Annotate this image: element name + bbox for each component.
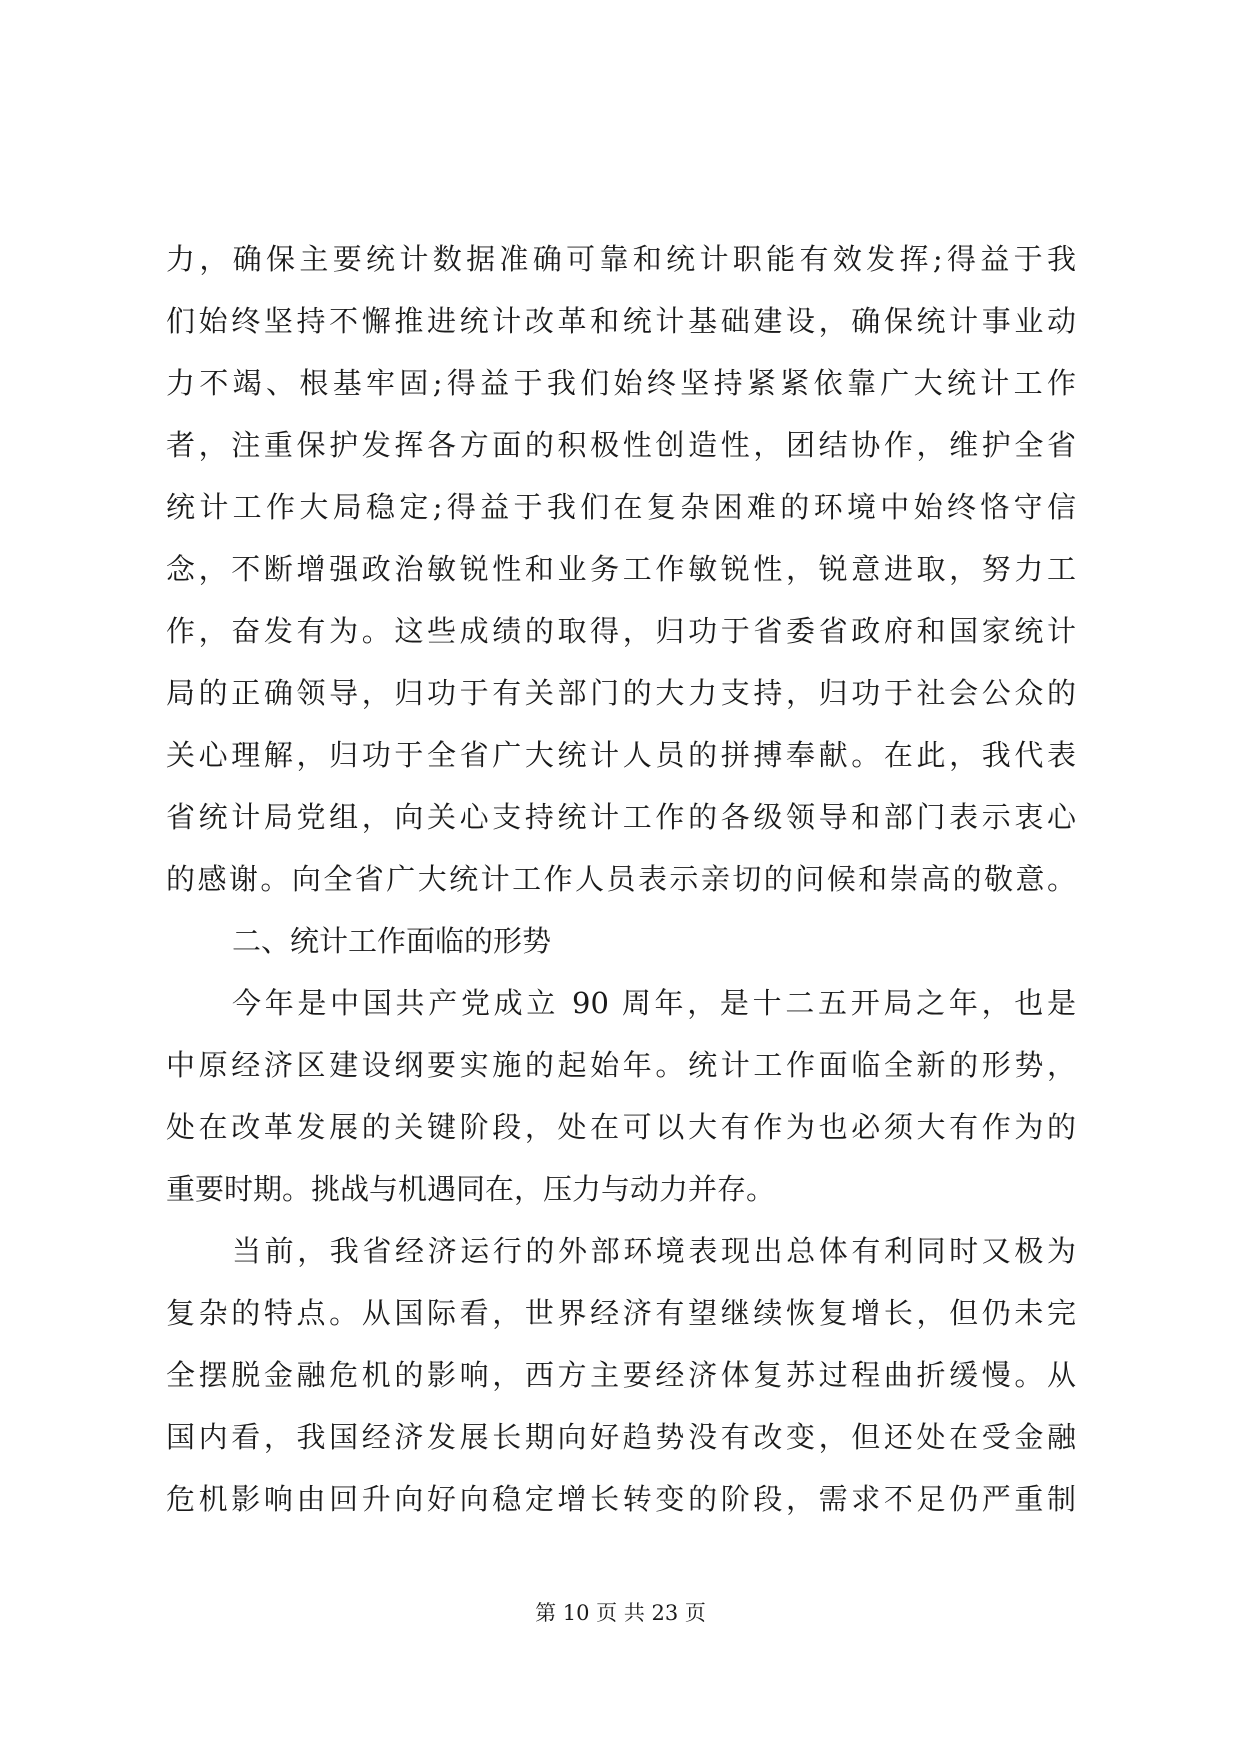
text-line: 们始终坚持不懈推进统计改革和统计基础建设，确保统计事业动 [166,304,1076,338]
text-line: 重要时期。挑战与机遇同在，压力与动力并存。 [166,1172,776,1206]
body-text [166,228,1076,1530]
text-line: 中原经济区建设纲要实施的起始年。统计工作面临全新的形势， [166,1048,1076,1082]
text-line: 省统计局党组，向关心支持统计工作的各级领导和部门表示衷心 [166,800,1076,834]
section-heading: 二、统计工作面临的形势 [232,924,552,958]
text-line: 作，奋发有为。这些成绩的取得，归功于省委省政府和国家统计 [166,614,1076,648]
text-line: 统计工作大局稳定;得益于我们在复杂困难的环境中始终恪守信 [166,490,1076,524]
text-line: 力，确保主要统计数据准确可靠和统计职能有效发挥;得益于我 [166,242,1076,276]
text-line: 当前，我省经济运行的外部环境表现出总体有利同时又极为 [232,1234,1076,1268]
text-line: 国内看，我国经济发展长期向好趋势没有改变，但还处在受金融 [166,1420,1076,1454]
text-line: 局的正确领导，归功于有关部门的大力支持，归功于社会公众的 [166,676,1076,710]
page-number: 第 10 页 共 23 页 [535,1601,706,1625]
text-line: 危机影响由回升向好向稳定增长转变的阶段，需求不足仍严重制 [166,1482,1076,1516]
text-line: 关心理解，归功于全省广大统计人员的拼搏奉献。在此，我代表 [166,738,1076,772]
text-line: 处在改革发展的关键阶段，处在可以大有作为也必须大有作为的 [166,1110,1076,1144]
text-line: 的感谢。向全省广大统计工作人员表示亲切的问候和崇高的敬意。 [166,862,1076,896]
text-line: 念，不断增强政治敏锐性和业务工作敏锐性，锐意进取，努力工 [166,552,1076,586]
text-line: 全摆脱金融危机的影响，西方主要经济体复苏过程曲折缓慢。从 [166,1358,1076,1392]
text-line: 今年是中国共产党成立 90 周年，是十二五开局之年，也是 [232,986,1076,1020]
text-line: 者，注重保护发挥各方面的积极性创造性，团结协作，维护全省 [166,428,1076,462]
text-line: 力不竭、根基牢固;得益于我们始终坚持紧紧依靠广大统计工作 [166,366,1076,400]
text-line: 复杂的特点。从国际看，世界经济有望继续恢复增长，但仍未完 [166,1296,1076,1330]
